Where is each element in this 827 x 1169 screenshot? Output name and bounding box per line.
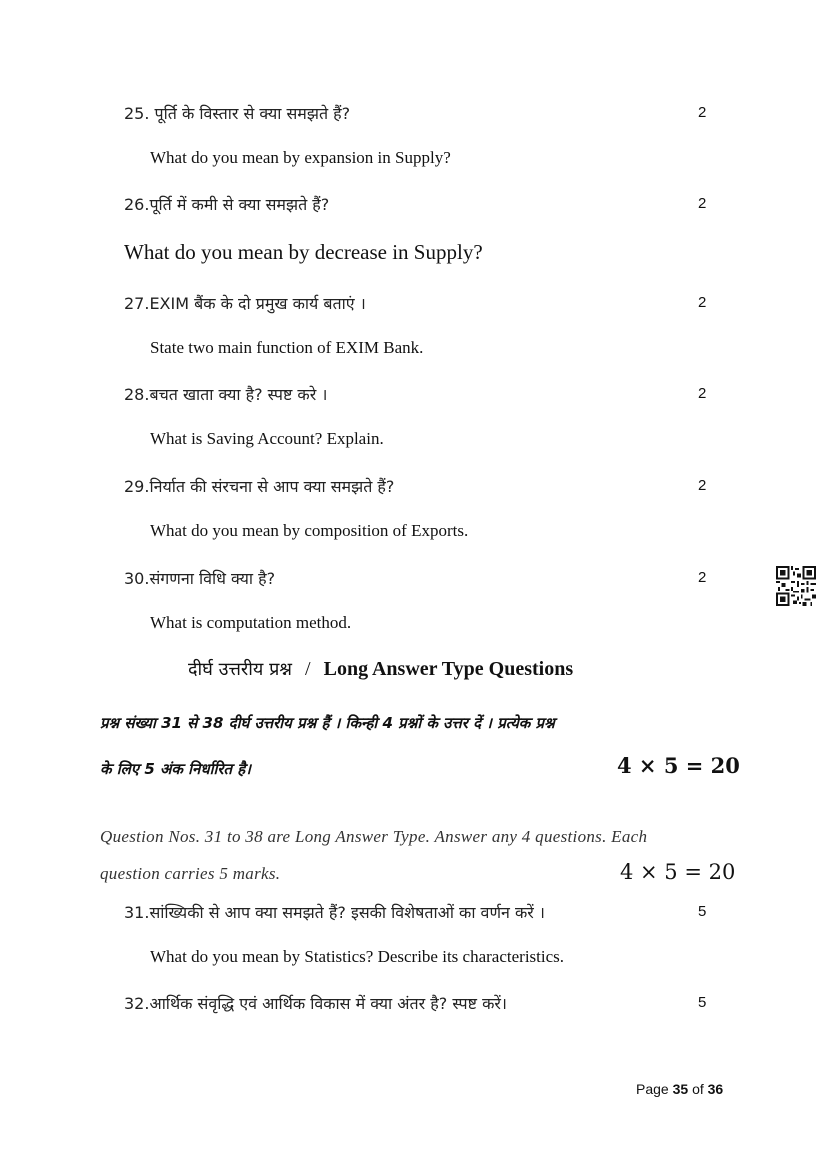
question-27-hindi: 27.EXIM बैंक के दो प्रमुख कार्य बताएं ।: [124, 294, 366, 313]
marks-formula: 4 × 5 = 20: [620, 860, 736, 884]
instruction-english-line1: Question Nos. 31 to 38 are Long Answer Type. Answer any 4 questions. Each: [100, 827, 648, 846]
section-heading-hindi: दीर्घ उत्तरीय प्रश्न: [188, 659, 293, 680]
page-total: 36: [707, 1081, 724, 1097]
question-30-hindi: 30.संगणना विधि क्या है?: [124, 569, 276, 588]
page-label: Page: [636, 1081, 669, 1097]
question-25-hindi: 25. पूर्ति के विस्तार से क्या समझते हैं?: [124, 104, 351, 123]
question-31-marks: 5: [698, 903, 707, 920]
instruction-english-line2: question carries 5 marks.: [100, 864, 281, 883]
question-32-marks: 5: [698, 994, 707, 1011]
question-30-english: What is computation method.: [150, 613, 352, 632]
question-26-hindi: 26.पूर्ति में कमी से क्या समझते हैं?: [124, 195, 330, 214]
section-heading-separator: /: [305, 658, 311, 680]
question-28-english: What is Saving Account? Explain.: [150, 429, 384, 448]
section-heading: [188, 657, 573, 681]
page-footer: [636, 1081, 723, 1097]
question-31-english: What do you mean by Statistics? Describe its characteristics.: [150, 947, 565, 966]
question-28-hindi: 28.बचत खाता क्या है? स्पष्ट करे ।: [124, 385, 328, 404]
page-current: 35: [672, 1081, 689, 1097]
instruction-hindi-line2: के लिए 5 अंक निर्धारित है।: [100, 760, 251, 778]
instruction-hindi-line1: प्रश्न संख्या 31 से 38 दीर्घ उत्तरीय प्रश्न हैं । किन्ही 4 प्रश्नों के उत्तर दें । प्रत्येक प्रश्न: [100, 714, 555, 732]
page-of-label: of: [692, 1081, 704, 1097]
question-25-english: What do you mean by expansion in Supply?: [150, 148, 451, 167]
question-28-marks: 2: [698, 385, 707, 402]
question-30-marks: 2: [698, 569, 707, 586]
question-27-marks: 2: [698, 294, 707, 311]
marks-formula-bold: 4 × 5 = 20: [617, 753, 740, 778]
qr-code-icon: [776, 566, 816, 606]
section-heading-english: Long Answer Type Questions: [323, 658, 574, 680]
question-25-marks: 2: [698, 104, 707, 121]
question-32-hindi: 32.आर्थिक संवृद्धि एवं आर्थिक विकास में क्या अंतर है? स्पष्ट करें।: [124, 994, 507, 1013]
question-27-english: State two main function of EXIM Bank.: [150, 338, 424, 357]
question-26-english: What do you mean by decrease in Supply?: [124, 240, 483, 264]
question-26-marks: 2: [698, 195, 707, 212]
question-31-hindi: 31.सांख्यिकी से आप क्या समझते हैं? इसकी विशेषताओं का वर्णन करें ।: [124, 903, 545, 922]
question-29-hindi: 29.निर्यात की संरचना से आप क्या समझते हैं?: [124, 477, 395, 496]
question-29-english: What do you mean by composition of Exports.: [150, 521, 469, 540]
question-29-marks: 2: [698, 477, 707, 494]
